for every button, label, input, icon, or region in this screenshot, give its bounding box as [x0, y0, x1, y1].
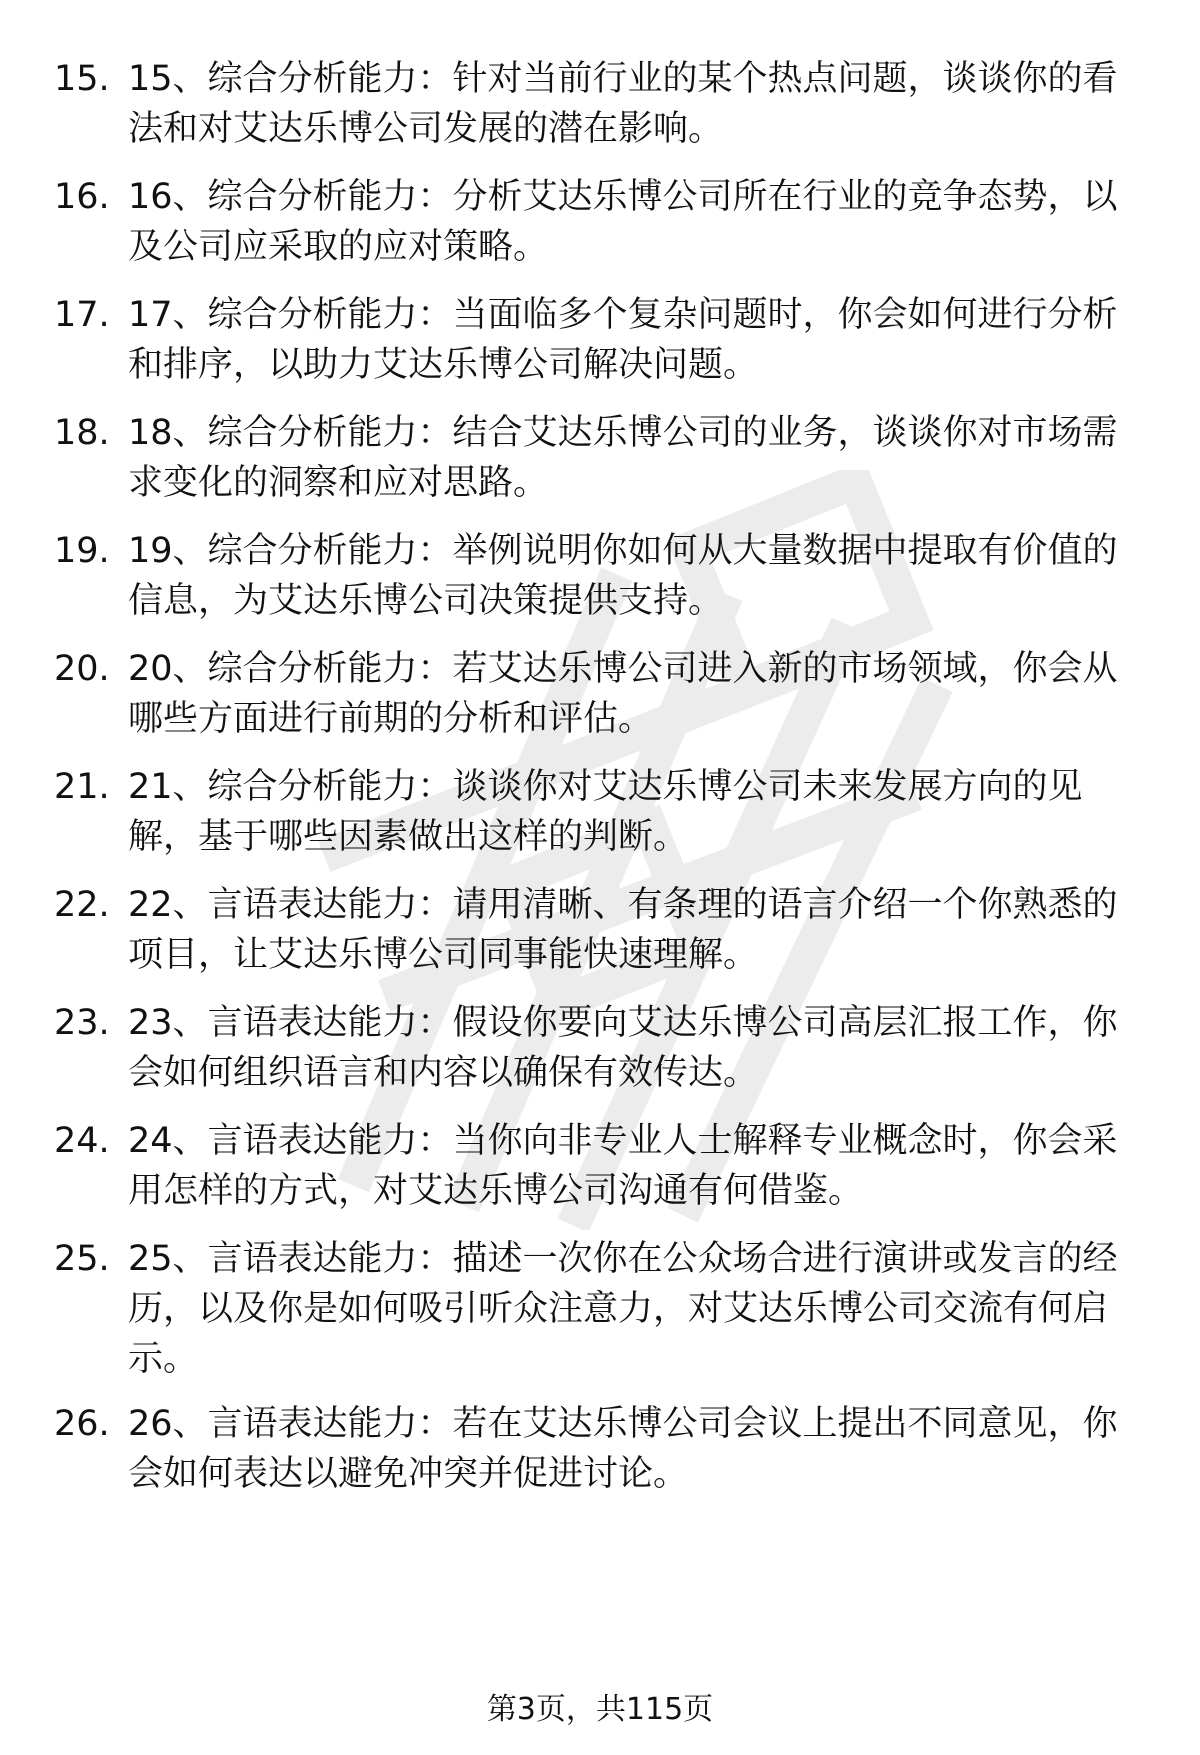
list-item: [0, 526, 1200, 644]
item-text: 18、综合分析能力：结合艾达乐博公司的业务，谈谈你对市场需求变化的洞察和应对思路。: [128, 413, 1118, 503]
list-item: [0, 1399, 1200, 1509]
list-item: [0, 1234, 1200, 1399]
list-item: [0, 880, 1200, 998]
item-number: 18.: [54, 413, 110, 453]
item-number: 15.: [54, 59, 110, 99]
question-list: [0, 54, 1200, 1509]
list-item: [0, 1116, 1200, 1234]
item-number: 24.: [54, 1121, 110, 1161]
item-text: 15、综合分析能力：针对当前行业的某个热点问题，谈谈你的看法和对艾达乐博公司发展的潜在影响。: [128, 59, 1118, 149]
item-text: 20、综合分析能力：若艾达乐博公司进入新的市场领域，你会从哪些方面进行前期的分析和评估。: [128, 649, 1118, 739]
item-text: 17、综合分析能力：当面临多个复杂问题时，你会如何进行分析和排序，以助力艾达乐博公司解决问题。: [128, 295, 1118, 385]
item-text: 25、言语表达能力：描述一次你在公众场合进行演讲或发言的经历，以及你是如何吸引听众注意力，对艾达乐博公司交流有何启示。: [128, 1239, 1118, 1379]
item-text: 21、综合分析能力：谈谈你对艾达乐博公司未来发展方向的见解，基于哪些因素做出这样的判断。: [128, 767, 1083, 857]
list-item: [0, 408, 1200, 526]
item-text: 24、言语表达能力：当你向非专业人士解释专业概念时，你会采用怎样的方式，对艾达乐博公司沟通有何借鉴。: [128, 1121, 1118, 1211]
item-number: 26.: [54, 1404, 110, 1444]
item-text: 23、言语表达能力：假设你要向艾达乐博公司高层汇报工作，你会如何组织语言和内容以确保有效传达。: [128, 1003, 1118, 1093]
list-item: [0, 290, 1200, 408]
list-item: [0, 54, 1200, 172]
list-item: [0, 762, 1200, 880]
list-item: [0, 172, 1200, 290]
item-number: 23.: [54, 1003, 110, 1043]
list-item: [0, 998, 1200, 1116]
item-number: 19.: [54, 531, 110, 571]
item-number: 17.: [54, 295, 110, 335]
item-text: 26、言语表达能力：若在艾达乐博公司会议上提出不同意见，你会如何表达以避免冲突并促进讨论。: [128, 1404, 1118, 1494]
item-number: 25.: [54, 1239, 110, 1279]
item-number: 20.: [54, 649, 110, 689]
page-footer: 第3页，共115页: [486, 1692, 714, 1727]
list-item: [0, 644, 1200, 762]
item-text: 22、言语表达能力：请用清晰、有条理的语言介绍一个你熟悉的项目，让艾达乐博公司同事能快速理解。: [128, 885, 1118, 975]
item-text: 16、综合分析能力：分析艾达乐博公司所在行业的竞争态势，以及公司应采取的应对策略。: [128, 177, 1118, 267]
item-text: 19、综合分析能力：举例说明你如何从大量数据中提取有价值的信息，为艾达乐博公司决策提供支持。: [128, 531, 1118, 621]
item-number: 21.: [54, 767, 110, 807]
item-number: 16.: [54, 177, 110, 217]
item-number: 22.: [54, 885, 110, 925]
